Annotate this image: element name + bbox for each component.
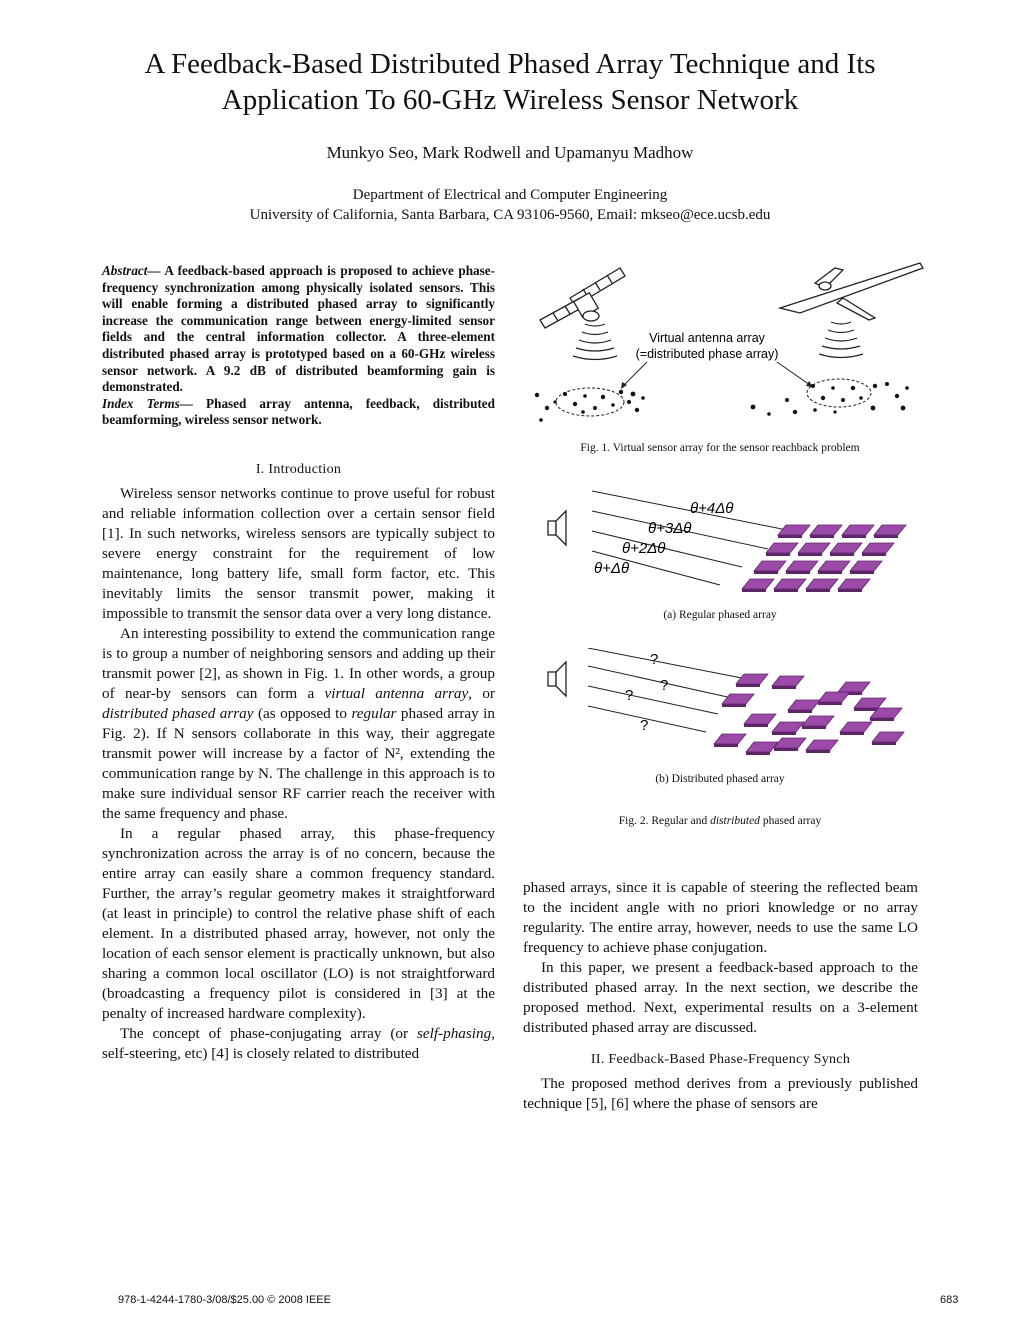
array-element-r3-c0 [742, 579, 774, 589]
array-element-r2-c3 [850, 561, 882, 571]
array-element-r0-c3-edge [874, 535, 898, 538]
distributed-element-12-edge [714, 744, 738, 747]
array-element-r1-c0-edge [766, 553, 790, 556]
distributed-array-elements [714, 674, 904, 755]
array-element-r3-c3 [838, 579, 870, 589]
distributed-element-6 [788, 700, 820, 710]
array-element-r0-c2-edge [842, 535, 866, 538]
array-element-r0-c1-edge [810, 535, 834, 538]
distributed-element-11 [840, 722, 872, 732]
distributed-element-5-edge [818, 702, 842, 705]
distributed-element-15-edge [806, 750, 830, 753]
affiliation [60, 185, 960, 225]
distributed-element-7 [854, 698, 886, 708]
array-element-r1-c2 [830, 543, 862, 553]
figure-2b [530, 648, 910, 768]
section-1-heading: I. Introduction [255, 462, 342, 477]
array-element-r0-c0 [778, 525, 810, 535]
distributed-element-3 [838, 682, 870, 692]
paragraph-5: phased arrays, since it is capable of steering the reflected beam to the incident angle with no priori knowledge or no array regularity. The entire array, however, needs to use the same LO frequency to achieve phase conjugation. [523, 879, 918, 956]
array-element-r2-c1 [786, 561, 818, 571]
cluster-ellipse-left [556, 388, 624, 416]
array-element-r1-c3-edge [862, 553, 886, 556]
signal-waves-right [819, 322, 863, 358]
abstract-label: Abstract— [102, 263, 161, 278]
receiver-antenna-icon-2 [548, 662, 566, 696]
fig2b-caption: (b) Distributed phased array [655, 773, 785, 785]
paper-title [60, 46, 960, 118]
angle-label-4: θ+Δθ [594, 560, 630, 577]
angle-label-1: θ+4Δθ [690, 500, 734, 517]
angle-label-2: θ+3Δθ [648, 520, 692, 537]
array-element-r3-c2 [806, 579, 838, 589]
array-element-r2-c1-edge [786, 571, 810, 574]
page-number: 683 [940, 1294, 959, 1306]
distributed-element-16-edge [872, 742, 896, 745]
left-column [102, 460, 495, 1064]
array-element-r2-c0-edge [754, 571, 778, 574]
fig1-label-2: (=distributed phase array) [635, 347, 779, 361]
index-terms-label: Index Terms— [102, 395, 193, 411]
authors: Munkyo Seo, Mark Rodwell and Upamanyu Madhow [326, 143, 694, 162]
figure-2a [530, 485, 910, 605]
paragraph-2: An interesting possibility to extend the communication range is to group a number of neighboring sensors and adding up their transmit power [2], as shown in Fig. 1. In other words, a group of near-by sensors can form a virtual antenna array, or distributed phased array (as opposed to regular phased array in Fig. 2). If N sensors collaborate in this way, their aggregate transmit power will increase by a factor of N², extending the communication range by N. The challenge in this approach is to make sure individual sensor RF carrier reach the receiver with the same frequency and phase. [102, 625, 495, 822]
distributed-element-13-edge [774, 748, 798, 751]
cluster-ellipse-right [807, 379, 871, 407]
unknown-mark-4: ? [640, 717, 649, 734]
distributed-element-4-edge [722, 704, 746, 707]
array-element-r3-c1 [774, 579, 806, 589]
unknown-mark-1: ? [650, 651, 659, 668]
distributed-element-4 [722, 694, 754, 704]
distributed-element-17-edge [870, 718, 894, 721]
array-element-r3-c3-edge [838, 589, 862, 592]
distributed-element-2 [772, 676, 804, 686]
satellite-icon [540, 268, 625, 328]
distributed-element-6-edge [788, 710, 812, 713]
title-line-1: A Feedback-Based Distributed Phased Array Technique and Its [144, 48, 876, 80]
array-element-r1-c1 [798, 543, 830, 553]
abstract-text: A feedback-based approach is proposed to achieve phase-frequency synchronization among physically isolated sensors. This will enable forming a distributed phased array to significantly increase the communication range between energy-limited sensor fields and the central information collector. A three-element distributed phased array is prototyped based on a 60-GHz wireless sensor network. A 9.2 dB of distributed beamforming gain is demonstrated. [102, 263, 495, 395]
receiver-antenna-icon [548, 511, 566, 545]
array-element-r2-c2-edge [818, 571, 842, 574]
array-element-r0-c3 [874, 525, 906, 535]
distributed-element-9 [802, 716, 834, 726]
fig1-caption: Fig. 1. Virtual sensor array for the sensor reachback problem [580, 442, 860, 454]
array-element-r2-c3-edge [850, 571, 874, 574]
distributed-element-12 [714, 734, 746, 744]
footer-copyright: 978-1-4244-1780-3/08/$25.00 © 2008 IEEE [118, 1294, 331, 1306]
distributed-element-11-edge [840, 732, 864, 735]
distributed-element-16 [872, 732, 904, 742]
fig1-label-1: Virtual antenna array [649, 331, 765, 345]
fig2-caption: Fig. 2. Regular and distributed phased array [618, 815, 822, 827]
regular-array-elements [742, 525, 906, 592]
angle-label-3: θ+2Δθ [622, 540, 666, 557]
array-element-r2-c0 [754, 561, 786, 571]
distributed-element-8 [744, 714, 776, 724]
distributed-element-8-edge [744, 724, 768, 727]
distributed-element-9-edge [802, 726, 826, 729]
title-line-2: Application To 60-GHz Wireless Sensor Network [221, 84, 799, 116]
distributed-element-10 [772, 722, 804, 732]
distributed-element-2-edge [772, 686, 796, 689]
distributed-element-1 [736, 674, 768, 684]
arrow-right [777, 362, 810, 385]
sensor-dots [535, 382, 909, 422]
figure-1 [525, 258, 925, 438]
paragraph-7: The proposed method derives from a previously published technique [5], [6] where the phase of sensors are [523, 1075, 918, 1112]
right-column [523, 878, 918, 1114]
distributed-element-1-edge [736, 684, 760, 687]
array-element-r1-c3 [862, 543, 894, 553]
distributed-element-14 [746, 742, 778, 752]
unknown-mark-2: ? [660, 677, 669, 694]
distributed-element-13 [774, 738, 806, 748]
array-element-r1-c1-edge [798, 553, 822, 556]
paragraph-6: In this paper, we present a feedback-based approach to the distributed phased array. In the next section, we describe the proposed method. Next, experimental results on a 3-element distributed phased array are discussed. [523, 959, 918, 1036]
distributed-element-7-edge [854, 708, 878, 711]
affiliation-line-1: Department of Electrical and Computer Engineering [352, 187, 668, 203]
signal-waves-left [573, 324, 617, 360]
array-element-r0-c0-edge [778, 535, 802, 538]
incident-rays-2 [588, 648, 752, 732]
distributed-element-14-edge [746, 752, 770, 755]
array-element-r2-c2 [818, 561, 850, 571]
array-element-r0-c2 [842, 525, 874, 535]
index-terms-text: Phased array antenna, feedback, distributed beamforming, wireless sensor network. [102, 395, 495, 428]
arrow-left [623, 362, 647, 386]
unknown-mark-3: ? [625, 687, 634, 704]
distributed-element-15 [806, 740, 838, 750]
array-element-r3-c1-edge [774, 589, 798, 592]
paragraph-1: Wireless sensor networks continue to prove useful for robust and reliable information collection over a certain sensor field [1]. In such networks, wireless sensors are typically subject to severe energy constraint for the requirement of low maintenance, long battery life, small form factor, etc. This inevitably limits the sensor transmit power, making it impossible to transmit the sensor data over a very long distance. [102, 485, 495, 622]
array-element-r1-c0 [766, 543, 798, 553]
affiliation-line-2: University of California, Santa Barbara, CA 93106-9560, Email: mkseo@ece.ucsb.edu [249, 207, 771, 223]
distributed-element-5 [818, 692, 850, 702]
abstract [102, 263, 495, 429]
distributed-element-10-edge [772, 732, 796, 735]
array-element-r3-c0-edge [742, 589, 766, 592]
aircraft-icon [780, 263, 923, 320]
paragraph-4: The concept of phase-conjugating array (or self-phasing, self-steering, etc) [4] is closely related to distributed [102, 1025, 495, 1062]
paragraph-3: In a regular phased array, this phase-frequency synchronization across the array is of no concern, because the entire array can easily share a common frequency standard. Further, the array’s regular geometry makes it straightforward (at least in principle) to control the relative phase shift of each element. In a distributed phased array, however, not only the location of each sensor element is practically unknown, but also sharing a common local oscillator (LO) is not straightforward (broadcasting a frequency pilot is considered in [3] at the penalty of increased hardware complexity). [102, 825, 495, 1022]
fig2a-caption: (a) Regular phased array [663, 609, 777, 621]
section-2-heading: II. Feedback-Based Phase-Frequency Synch [590, 1052, 851, 1067]
array-element-r1-c2-edge [830, 553, 854, 556]
array-element-r0-c1 [810, 525, 842, 535]
array-element-r3-c2-edge [806, 589, 830, 592]
